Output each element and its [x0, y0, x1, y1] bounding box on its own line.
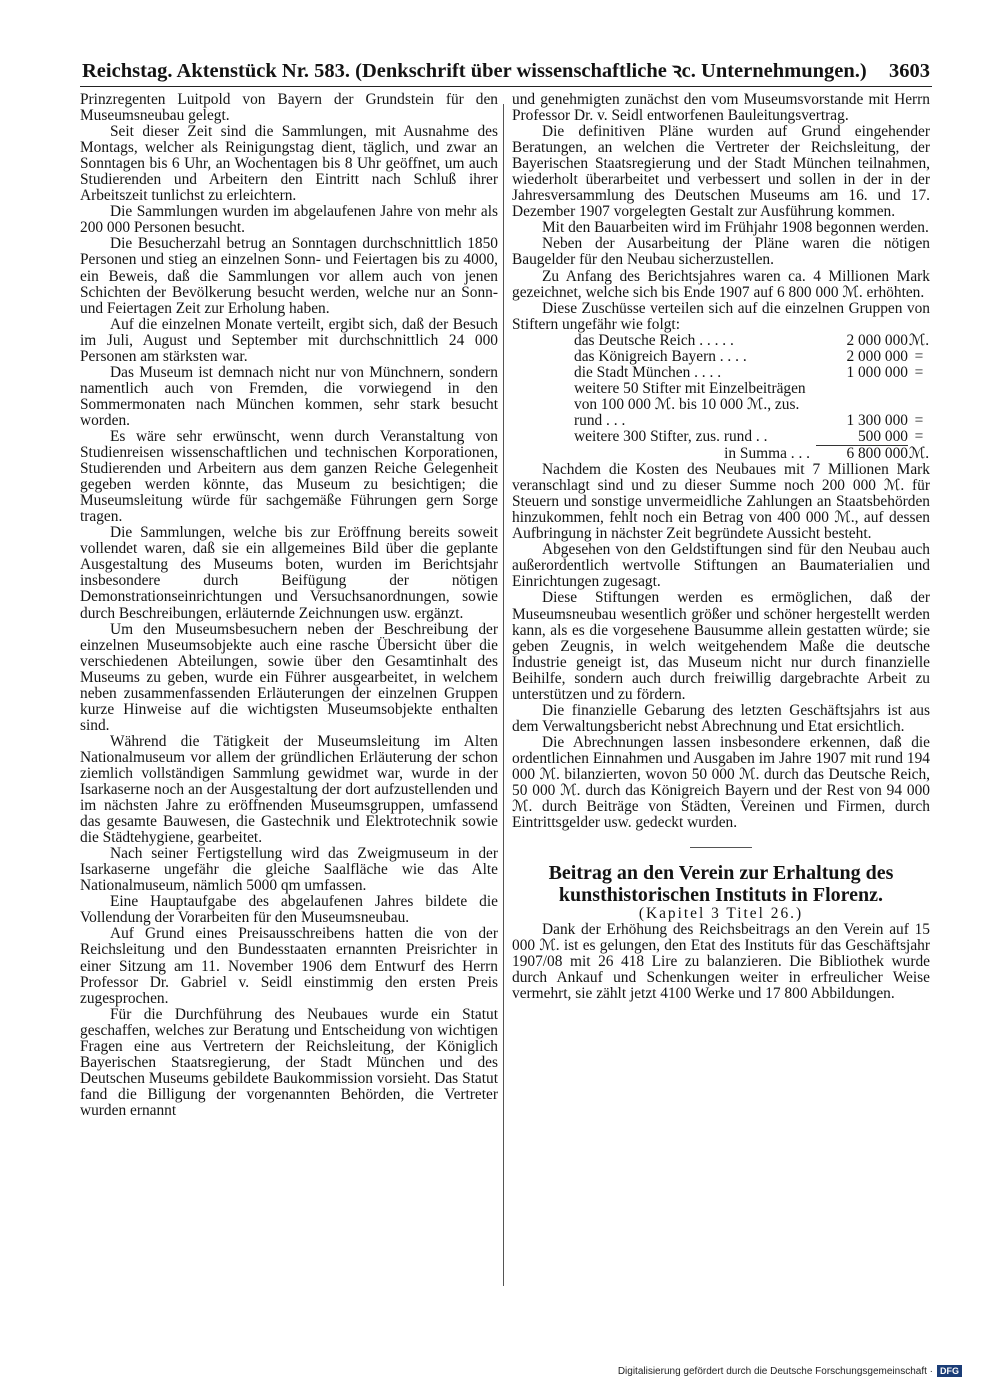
- left-column: [80, 92, 498, 1119]
- contributions-table: [574, 333, 930, 462]
- column-divider: [503, 104, 504, 1286]
- paragraph: und genehmigten zunächst den vom Museumsvorstande mit Herrn Professor Dr. v. Seidl entworfenen Bauleitungsvertrag.: [512, 91, 930, 125]
- table-row: [574, 333, 930, 349]
- paragraph: Für die Durchführung des Neubaues wurde ein Statut geschaffen, welches zur Beratung und Entscheidung von wichtigen Fragen eine aus Vertretern der Reichsleitung, der Königlich Bayerischen Staatsregierung, der Stadt München und des Deutschen Museums gebildete Baukommission vorsieht. Das Statut fand die Billigung der vorgenannten Behörden, die Vertreter wurden ernannt: [80, 1005, 498, 1119]
- running-header: Reichstag. Aktenstück Nr. 583. (Denkschrift über wissenschaftliche ꝛc. Unternehmungen.): [82, 60, 867, 82]
- right-column: [512, 92, 930, 1002]
- table-cell-amount: 500 000: [857, 427, 908, 445]
- table-cell-unit: =: [914, 347, 924, 365]
- table-total-amount: 6 800 000: [816, 446, 908, 463]
- paragraph: Auf Grund eines Preisausschreibens hatten die von der Reichsleitung und den Bundesstaaten ernannten Preisrichter in einer Sitzung am 11. November 1906 dem Entwurf des Herrn Professor Dr. Gabriel v. Seidl einstimmig den ersten Preis zugesprochen.: [80, 925, 498, 1007]
- table-cell-label: weitere 50 Stifter mit Einzelbeiträgen von 100 000 ℳ. bis 10 000 ℳ., zus. rund . . .: [574, 379, 806, 429]
- paragraph: Es wäre sehr erwünscht, wenn durch Veranstaltung von Studienreisen wissenschaftlichen und technischen Korporationen, Studierenden und Arbeitern aus dem ganzen Reiche Gelegenheit gegeben werden könnte, das Museum zu besichtigen; die Museumsleitung würde für sachgemäße Führungen gern Sorge tragen.: [80, 427, 498, 526]
- section-subtitle: (Kapitel 3 Titel 26.): [638, 905, 804, 923]
- paragraph: Um den Museumsbesuchern neben der Beschreibung der einzelnen Museumsobjekte auch eine rasche Übersicht über die verschiedenen Abteilungen, sowie über den Gesamtinhalt des Museums zu geben, wurde ein Führer ausgearbeitet, in welchem neben zusammenfassenden Erläuterungen der einzelnen Gruppen kurze Hinweise auf die wichtigsten Museumsobjekte enthalten sind.: [80, 620, 498, 734]
- paragraph: Die Sammlungen wurden im abgelaufenen Jahre von mehr als 200 000 Personen besucht.: [80, 203, 498, 237]
- table-cell-amount: 1 300 000: [846, 411, 908, 429]
- paragraph: Eine Hauptaufgabe des abgelaufenen Jahres bildete die Vollendung der Vorarbeiten für den Museumsneubau.: [80, 893, 498, 927]
- paragraph: Nachdem die Kosten des Neubaues mit 7 Millionen Mark veranschlagt sind und zu dieser Summe noch 200 000 ℳ. für Steuern und sonstige unvermeidliche Zahlungen an Staatsbehörden hinzukommen, fehlt noch ein Betrag von 400 000 ℳ., auf dessen Aufbringung in nächster Zeit begründete Aussicht besteht.: [512, 461, 930, 543]
- table-cell-amount: 1 000 000: [846, 363, 908, 381]
- paragraph: Diese Stiftungen werden es ermöglichen, daß der Museumsneubau wesentlich größer und schöner hergestellt werden kann, als es die vorgesehene Bausumme allein gestatten würde; sie geben Zeugnis, in welch weitgehendem Maße die deutsche Industrie geneigt ist, das Museum nicht nur durch finanzielle Beihilfe, sondern auch durch freiwillig dargebrachte Arbeit zu unterstützen und zu fördern.: [512, 589, 930, 703]
- table-total-label: in Summa . . .: [724, 445, 810, 463]
- page-number: 3603: [889, 60, 930, 82]
- paragraph: Zu Anfang des Berichtsjahres waren ca. 4 Millionen Mark gezeichnet, welche sich bis Ende 1907 auf 6 800 000 ℳ. erhöhten.: [512, 267, 930, 301]
- section-title: Beitrag an den Verein zur Erhaltung des kunsthistorischen Instituts in Florenz.: [548, 862, 894, 907]
- paragraph: Die definitiven Pläne wurden auf Grund eingehender Beratungen, an welchen die Vertreter der Reichsleitung, der Bayerischen Staatsregierung und der Stadt München teilnahmen, wiederholt überarbeitet und verbessert und sollen in der in der Jahresversammlung des Deutschen Museums am 16. und 17. Dezember 1907 vorgelegten Gestalt zur Ausführung kommen.: [512, 123, 930, 221]
- table-cell-label: das Königreich Bayern . . . .: [574, 347, 747, 365]
- table-row: [574, 429, 930, 446]
- paragraph: Das Museum ist demnach nicht nur von Münchnern, sondern namentlich auch von Fremden, die vorwiegend in den Sommermonaten nach München kommen, sehr stark besucht worden.: [80, 363, 498, 429]
- dfg-logo: DFG: [937, 1365, 962, 1377]
- paragraph: Mit den Bauarbeiten wird im Frühjahr 1908 begonnen werden.: [542, 219, 929, 237]
- paragraph: Diese Zuschüsse verteilen sich auf die einzelnen Gruppen von Stiftern ungefähr wie folgt:: [512, 299, 930, 333]
- paragraph: Die Besucherzahl betrug an Sonntagen durchschnittlich 1850 Personen und stieg an einzelnen Sonn- und Feiertagen bis zu 4000, ein Beweis, daß die Sammlungen vor allem auch von jenen Schichten der Bevölkerung besucht werden, welche nur an Sonn- und Feiertagen Zeit zur Erholung haben.: [80, 235, 498, 317]
- table-cell-unit: =: [914, 363, 924, 381]
- table-total-row: [574, 446, 930, 463]
- paragraph: Seit dieser Zeit sind die Sammlungen, mit Ausnahme des Montags, welcher als Reinigungstag dient, täglich, und zwar an Sonntagen bis 6 Uhr, an Wochentagen bis 8 Uhr geöffnet, um auch Studierenden und Arbeitern den Eintritt nach Schluß ihrer Arbeitszeit tunlichst zu erleichtern.: [80, 123, 498, 205]
- table-cell-label: die Stadt München . . . .: [574, 363, 722, 381]
- table-row: [574, 381, 930, 429]
- table-cell-amount: 2 000 000: [846, 347, 908, 365]
- paragraph: Nach seiner Fertigstellung wird das Zweigmuseum in der Isarkaserne ungefähr die gleiche Saalfläche wie das Alte Nationalmuseum, nämlich 5000 qm umfassen.: [80, 845, 498, 895]
- paragraph: Während die Tätigkeit der Museumsleitung im Alten Nationalmuseum vor allem der gründlichen Erläuterung der schon ziemlich vollständigen Sammlung gewidmet war, wurde in der Isarkaserne noch an der Ausgestaltung der dort aufzustellenden und im nächsten Jahre zu eröffnenden Museumsgruppen, umfassend das gesamte Bauwesen, die Gastechnik und Elektrotechnik sowie die Städtehygiene, gearbeitet.: [80, 732, 498, 847]
- table-total-unit: ℳ.: [908, 445, 930, 463]
- paragraph: Prinzregenten Luitpold von Bayern der Grundstein für den Museumsneubau gelegt.: [80, 91, 498, 125]
- footer-credit: Digitalisierung gefördert durch die Deutsche Forschungsgemeinschaft ·: [617, 1366, 933, 1377]
- paragraph: Dank der Erhöhung des Reichsbeitrags an den Verein auf 15 000 ℳ. ist es gelungen, den Etat des Instituts für das Geschäftsjahr 1907/08 mit 26 418 Lire zu balanzieren. Die Bibliothek wurde durch Ankauf und Schenkungen weiter in erfreulicher Weise vermehrt, sie zählt jetzt 4100 Werke und 17 800 Abbildungen.: [512, 921, 930, 1003]
- section-separator: [690, 847, 752, 848]
- paragraph: Auf die einzelnen Monate verteilt, ergibt sich, daß der Besuch im Juli, August und September mit durchschnittlich 24 000 Personen am stärksten war.: [80, 315, 498, 365]
- table-cell-unit: =: [914, 411, 924, 429]
- page-header: [80, 58, 932, 87]
- paragraph: Die finanzielle Gebarung des letzten Geschäftsjahrs ist aus dem Verwaltungsbericht nebst Abrechnung und Etat ersichtlich.: [512, 701, 930, 735]
- table-cell-label: weitere 300 Stifter, zus. rund . .: [574, 428, 768, 446]
- paragraph: Die Sammlungen, welche bis zur Eröffnung bereits soweit vollendet waren, daß sie ein allgemeines Bild über die geplante Ausgestaltung des Museums boten, wurden im Berichtsjahr insbesondere durch Beifügung der nötigen Demonstrationseinrichtungen und Versuchsanordnungen, sowie durch Beschreibungen, erläuternde Zeichnungen usw. ergänzt.: [80, 524, 498, 622]
- paragraph: Abgesehen von den Geldstiftungen sind für den Neubau auch außerordentlich wertvolle Stiftungen an Baumaterialien und Einrichtungen zugesagt.: [512, 541, 930, 591]
- table-cell-amount: 2 000 000: [846, 331, 908, 349]
- table-row: [574, 349, 930, 365]
- page-footer: [618, 1365, 962, 1379]
- table-row: [574, 365, 930, 381]
- table-cell-unit: =: [914, 428, 924, 446]
- table-cell-label: das Deutsche Reich . . . . .: [574, 331, 734, 349]
- table-cell-unit: ℳ.: [908, 331, 930, 349]
- paragraph: Die Abrechnungen lassen insbesondere erkennen, daß die ordentlichen Einnahmen und Ausgaben im Jahre 1907 mit rund 194 000 ℳ. bilanzierten, wovon 50 000 ℳ. durch das Deutsche Reich, 50 000 ℳ. durch das Königreich Bayern und der Rest von 94 000 ℳ. durch Beiträge von Städten, Vereinen und Firmen, durch Eintrittsgelder usw. gedeckt wurden.: [512, 733, 930, 832]
- paragraph: Neben der Ausarbeitung der Pläne waren die nötigen Baugelder für den Neubau sicherzustellen.: [512, 235, 930, 269]
